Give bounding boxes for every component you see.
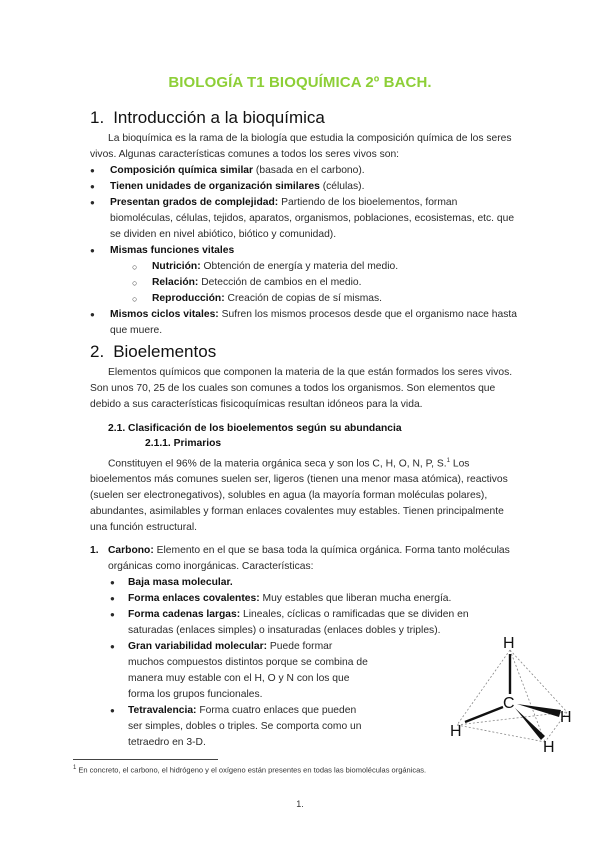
carbono-text: [108, 543, 520, 575]
section-1-intro: La bioquímica es la rama de la biología que estudia la composición química de los seres vivos. Algunas características comunes a todos los seres vivos son:: [90, 133, 512, 160]
subbullet-text: Creación de copias de sí mismas.: [224, 293, 383, 304]
bullet-text: (basada en el carbono).: [253, 165, 365, 176]
carbono-number: 1.: [90, 545, 99, 556]
section-1-bullets: [90, 163, 522, 339]
sub-list-item: [132, 259, 522, 275]
bullet-bold: Forma cadenas largas:: [128, 609, 241, 620]
subbullet-bold: Reproducción:: [152, 293, 225, 304]
bullet-text: Partiendo de los bioelementos, forman biomoléculas, células, tejidos, aparatos, organismos, poblaciones, ecosistemas, etc. que se dividen en nivel abiótico, biótico y comunidad).: [110, 197, 515, 240]
carbono-desc: Elemento en el que se basa toda la química orgánica. Forma tanto moléculas orgánicas como inorgánicas. Características:: [108, 545, 510, 572]
bullet-text: Lineales, cíclicas o ramificadas que se dividen en saturadas (enlaces simples) o insaturadas (enlaces dobles y triples).: [128, 609, 469, 636]
atom-h-top: H: [503, 635, 515, 652]
footnote-marker: 1: [73, 765, 77, 771]
subsection-2-1-1-heading: 2.1.1. Primarios: [145, 438, 222, 449]
carbono-bullets: [90, 575, 470, 751]
bullet-bold: Composición química similar: [110, 165, 254, 176]
bullet-text: Forma cuatro enlaces que pueden ser simples, dobles o triples. Se comporta como un tetraedro en 3-D.: [128, 705, 362, 748]
bullet-text: Muy estables que liberan mucha energía.: [259, 593, 452, 604]
document-title: BIOLOGÍA T1 BIOQUÍMICA 2º BACH.: [168, 74, 432, 91]
wedge-bond-right: [517, 704, 561, 717]
section-2-heading: [90, 342, 216, 362]
list-item: [110, 639, 368, 703]
list-item: [90, 195, 522, 243]
subbullet-text: Obtención de energía y materia del medio.: [200, 261, 399, 272]
list-item: [110, 591, 470, 607]
bullet-bold: Tienen unidades de organización similares: [110, 181, 320, 192]
vital-functions-sublist: [110, 259, 522, 307]
sub-list-item: [132, 291, 522, 307]
tetrahedron-edge: [510, 650, 545, 742]
wedge-bond-bottom: [515, 708, 545, 740]
subbullet-text: Detección de cambios en el medio.: [198, 277, 362, 288]
list-item: [90, 307, 522, 339]
bullet-text: Puede formar muchos compuestos distintos porque se combina de manera muy estable con el H, O y N con los que forma los grupos funcionales.: [128, 641, 368, 700]
primarios-text-a: Constituyen el 96% de la materia orgánica seca y son los C, H, O, N, P, S.: [108, 458, 447, 470]
section-2-title: Bioelementos: [113, 342, 217, 361]
atom-h-left: H: [450, 723, 462, 740]
list-item: [90, 163, 522, 179]
section-1-heading: [90, 108, 325, 128]
subsection-2-1-heading: 2.1. Clasificación de los bioelementos según su abundancia: [108, 423, 402, 434]
bullet-bold: Forma enlaces covalentes:: [128, 593, 260, 604]
footnote: [73, 765, 426, 775]
list-item: [90, 243, 522, 307]
section-2-intro: Elementos químicos que componen la materia de la que están formados los seres vivos. Son unos 70, 25 de los cuales son comunes a todos los organismos. Son elementos que debido a sus características fisicoquímicas resultan idóneos para la vida.: [90, 367, 513, 410]
subbullet-bold: Relación:: [152, 277, 199, 288]
atom-c-center: C: [503, 695, 515, 712]
footnote-ref: 1: [446, 458, 450, 464]
methane-tetrahedron-diagram: [445, 630, 585, 755]
bullet-bold: Tetravalencia:: [128, 705, 197, 716]
list-item: [90, 179, 522, 195]
bullet-bold: Gran variabilidad molecular:: [128, 641, 268, 652]
subbullet-bold: Nutrición:: [152, 261, 201, 272]
atom-h-right: H: [560, 709, 572, 726]
bullet-bold: Mismos ciclos vitales:: [110, 309, 219, 320]
sub-list-item: [132, 275, 522, 291]
section-1-number: 1.: [90, 108, 105, 127]
bullet-bold: Baja masa molecular.: [128, 577, 233, 588]
section-2-number: 2.: [90, 342, 105, 361]
footnote-divider: [73, 759, 218, 760]
bond-left: [465, 707, 503, 722]
page-number: 1.: [296, 799, 304, 809]
bullet-text: (células).: [319, 181, 365, 192]
primarios-text-b: Los bioelementos más comunes suelen ser, ligeros (tienen una menor masa atómica), reactivos (suelen ser electronegativos), solubles en agua (la mayoría forman moléculas polares), abundantes, asimilables y forman enlaces covalentes muy estables. Tienen principalmente una función estructural.: [90, 458, 508, 534]
list-item: [110, 575, 470, 591]
primarios-paragraph: [90, 453, 522, 536]
list-item: [110, 607, 470, 639]
bullet-bold: Mismas funciones vitales: [110, 245, 235, 256]
carbono-bold: Carbono:: [108, 545, 154, 556]
list-item: [110, 703, 368, 751]
tetrahedron-edge: [510, 650, 567, 712]
atom-h-bottom: H: [543, 739, 555, 755]
bullet-text: Sufren los mismos procesos desde que el organismo nace hasta que muere.: [110, 309, 517, 336]
section-1-title: Introducción a la bioquímica: [113, 108, 325, 127]
bullet-bold: Presentan grados de complejidad:: [110, 197, 279, 208]
footnote-text: En concreto, el carbono, el hidrógeno y el oxígeno están presentes en todas las biomoléculas orgánicas.: [76, 765, 427, 775]
